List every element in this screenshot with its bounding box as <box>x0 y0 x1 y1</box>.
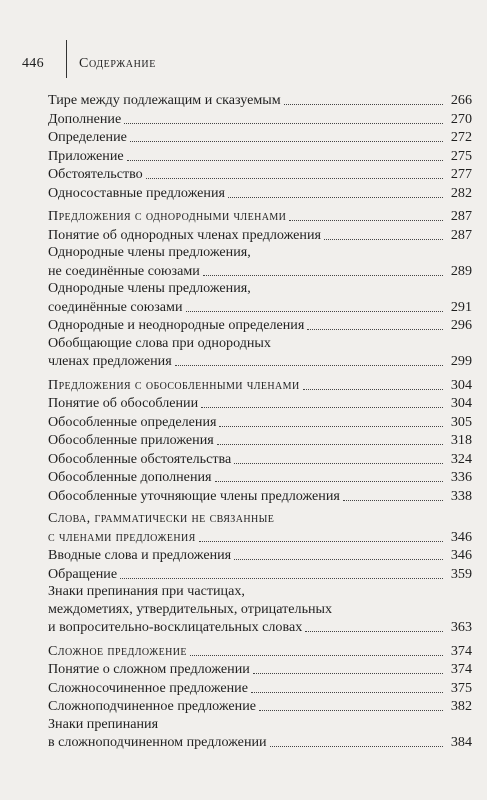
toc-entry-page: 282 <box>450 184 472 201</box>
toc-entry-page: 384 <box>450 734 472 750</box>
toc-entry-title: Обособленные уточняющие члены предложения <box>48 487 340 504</box>
toc-entry <box>48 660 472 679</box>
toc-entry-page: 359 <box>450 565 472 582</box>
toc-entry-title: Обособленные определения <box>48 413 217 430</box>
toc-entry-title-line: Обобщающие слова при однородных <box>48 334 271 351</box>
toc-entry-title: Обособленные дополнения <box>48 469 212 485</box>
toc-entry <box>48 91 472 110</box>
header-divider <box>66 40 67 78</box>
toc-entry-page: 304 <box>450 376 472 393</box>
toc-entry-title: соединённые союзами <box>48 298 183 315</box>
dot-leader <box>201 395 443 408</box>
toc-entry <box>48 716 472 752</box>
toc-entry-title: Дополнение <box>48 110 122 127</box>
toc-entry-title: членах предложения <box>48 353 172 369</box>
dot-leader <box>146 166 443 179</box>
dot-leader <box>219 414 443 427</box>
toc-entry-title: Вводные слова и предложения <box>48 547 232 563</box>
toc-entry-page: 277 <box>450 166 472 182</box>
toc-entry-title: Обособленные обстоятельства <box>48 450 232 467</box>
toc-entry-title: Тире между подлежащим и сказуемым <box>48 92 281 108</box>
toc-entry <box>48 316 472 335</box>
dot-leader <box>305 619 443 632</box>
toc-entry-page: 305 <box>450 413 472 430</box>
toc-section-heading <box>48 207 472 226</box>
toc-entry-title-line: междометиях, утвердительных, отрицательных <box>48 600 333 617</box>
toc-entry <box>48 413 472 432</box>
dot-leader <box>175 353 443 366</box>
dot-leader <box>234 451 443 464</box>
dot-leader <box>253 661 443 674</box>
dot-leader <box>251 680 443 693</box>
toc-section-heading <box>48 510 472 546</box>
toc-entry-page: 266 <box>450 92 472 108</box>
dot-leader <box>127 148 443 161</box>
toc-entry-title: Обращение <box>48 565 118 582</box>
toc-entry-title: Понятие об обособлении <box>48 395 199 411</box>
dot-leader <box>307 317 443 330</box>
toc-entry-page: 287 <box>450 208 472 224</box>
toc-entry <box>48 280 472 316</box>
dot-leader <box>217 432 443 445</box>
toc-entry-title: Однородные и неоднородные определения <box>48 317 305 333</box>
toc-section-heading <box>48 642 472 661</box>
toc-entry <box>48 546 472 565</box>
dot-leader <box>234 547 443 560</box>
toc-entry-title-line: Знаки препинания <box>48 715 159 732</box>
toc-entry <box>48 487 472 506</box>
dot-leader <box>343 488 443 501</box>
toc-entry-title: не соединённые союзами <box>48 262 200 279</box>
toc-entry-page: 346 <box>450 528 472 545</box>
dot-leader <box>228 185 443 198</box>
toc-entry <box>48 468 472 487</box>
toc-entry-title: в сложноподчиненном предложении <box>48 734 267 750</box>
toc-entry-title-line: Знаки препинания при частицах, <box>48 583 245 599</box>
toc-entry-title: Обстоятельство <box>48 166 143 182</box>
toc-entry-title: Определение <box>48 129 127 145</box>
toc-entry-title: Понятие о сложном предложении <box>48 661 250 677</box>
dot-leader <box>203 263 443 276</box>
toc-entry-page: 289 <box>450 262 472 279</box>
toc-section-heading <box>48 376 472 395</box>
toc-entry <box>48 110 472 129</box>
toc-entry <box>48 165 472 184</box>
toc-entry-title-line: Однородные члены предложения, <box>48 280 251 296</box>
toc-entry-page: 299 <box>450 353 472 369</box>
table-of-contents <box>48 91 472 752</box>
toc-entry <box>48 431 472 450</box>
toc-entry-title: Предложения с обособленными членами <box>48 376 300 393</box>
dot-leader <box>270 734 443 747</box>
toc-entry <box>48 335 472 371</box>
dot-leader <box>199 529 443 542</box>
toc-entry-page: 374 <box>450 642 472 659</box>
page-header <box>0 0 487 80</box>
toc-entry-page: 375 <box>450 679 472 696</box>
toc-entry-page: 338 <box>450 487 472 504</box>
toc-entry-page: 324 <box>450 450 472 467</box>
dot-leader <box>303 377 443 390</box>
toc-entry-title: Обособленные приложения <box>48 432 214 448</box>
dot-leader <box>259 698 443 711</box>
toc-entry-title: Понятие об однородных членах предложения <box>48 226 321 243</box>
toc-entry <box>48 226 472 245</box>
toc-entry <box>48 565 472 584</box>
dot-leader <box>130 129 443 142</box>
toc-entry-page: 272 <box>450 129 472 145</box>
toc-entry <box>48 697 472 716</box>
toc-entry <box>48 147 472 166</box>
toc-entry-page: 374 <box>450 661 472 677</box>
toc-entry-title: Приложение <box>48 147 124 164</box>
dot-leader <box>190 643 443 656</box>
toc-entry-title-line: Однородные члены предложения, <box>48 244 251 260</box>
toc-entry <box>48 583 472 637</box>
page-number: 446 <box>22 56 44 71</box>
toc-entry <box>48 244 472 280</box>
toc-entry-title: Предложения с однородными членами <box>48 208 287 224</box>
toc-entry-page: 270 <box>450 110 472 127</box>
dot-leader <box>324 227 443 240</box>
dot-leader <box>186 299 443 312</box>
toc-entry-page: 346 <box>450 547 472 563</box>
running-head: Содержание <box>79 56 156 71</box>
dot-leader <box>120 566 443 579</box>
toc-entry-page: 291 <box>450 298 472 315</box>
toc-entry-page: 296 <box>450 317 472 333</box>
toc-entry-title-line: Слова, грамматически не связанные <box>48 510 275 526</box>
toc-entry-title: Сложноподчиненное предложение <box>48 698 257 714</box>
toc-entry-title: с членами предложения <box>48 528 196 545</box>
toc-entry-page: 382 <box>450 698 472 714</box>
toc-entry-page: 363 <box>450 619 472 635</box>
toc-entry <box>48 394 472 413</box>
toc-entry-title: Сложное предложение <box>48 642 187 659</box>
toc-entry <box>48 679 472 698</box>
toc-entry-page: 318 <box>450 432 472 448</box>
toc-entry-page: 275 <box>450 147 472 164</box>
toc-entry-page: 304 <box>450 395 472 411</box>
dot-leader <box>124 111 443 124</box>
toc-entry-title: Односоставные предложения <box>48 184 225 201</box>
toc-entry <box>48 184 472 203</box>
dot-leader <box>289 208 443 221</box>
dot-leader <box>284 92 443 105</box>
toc-entry-page: 336 <box>450 469 472 485</box>
toc-entry-page: 287 <box>450 226 472 243</box>
toc-entry-title: и вопросительно-восклицательных словах <box>48 619 303 635</box>
dot-leader <box>215 469 443 482</box>
toc-entry <box>48 450 472 469</box>
toc-entry-title: Сложносочиненное предложение <box>48 679 248 696</box>
toc-entry <box>48 128 472 147</box>
